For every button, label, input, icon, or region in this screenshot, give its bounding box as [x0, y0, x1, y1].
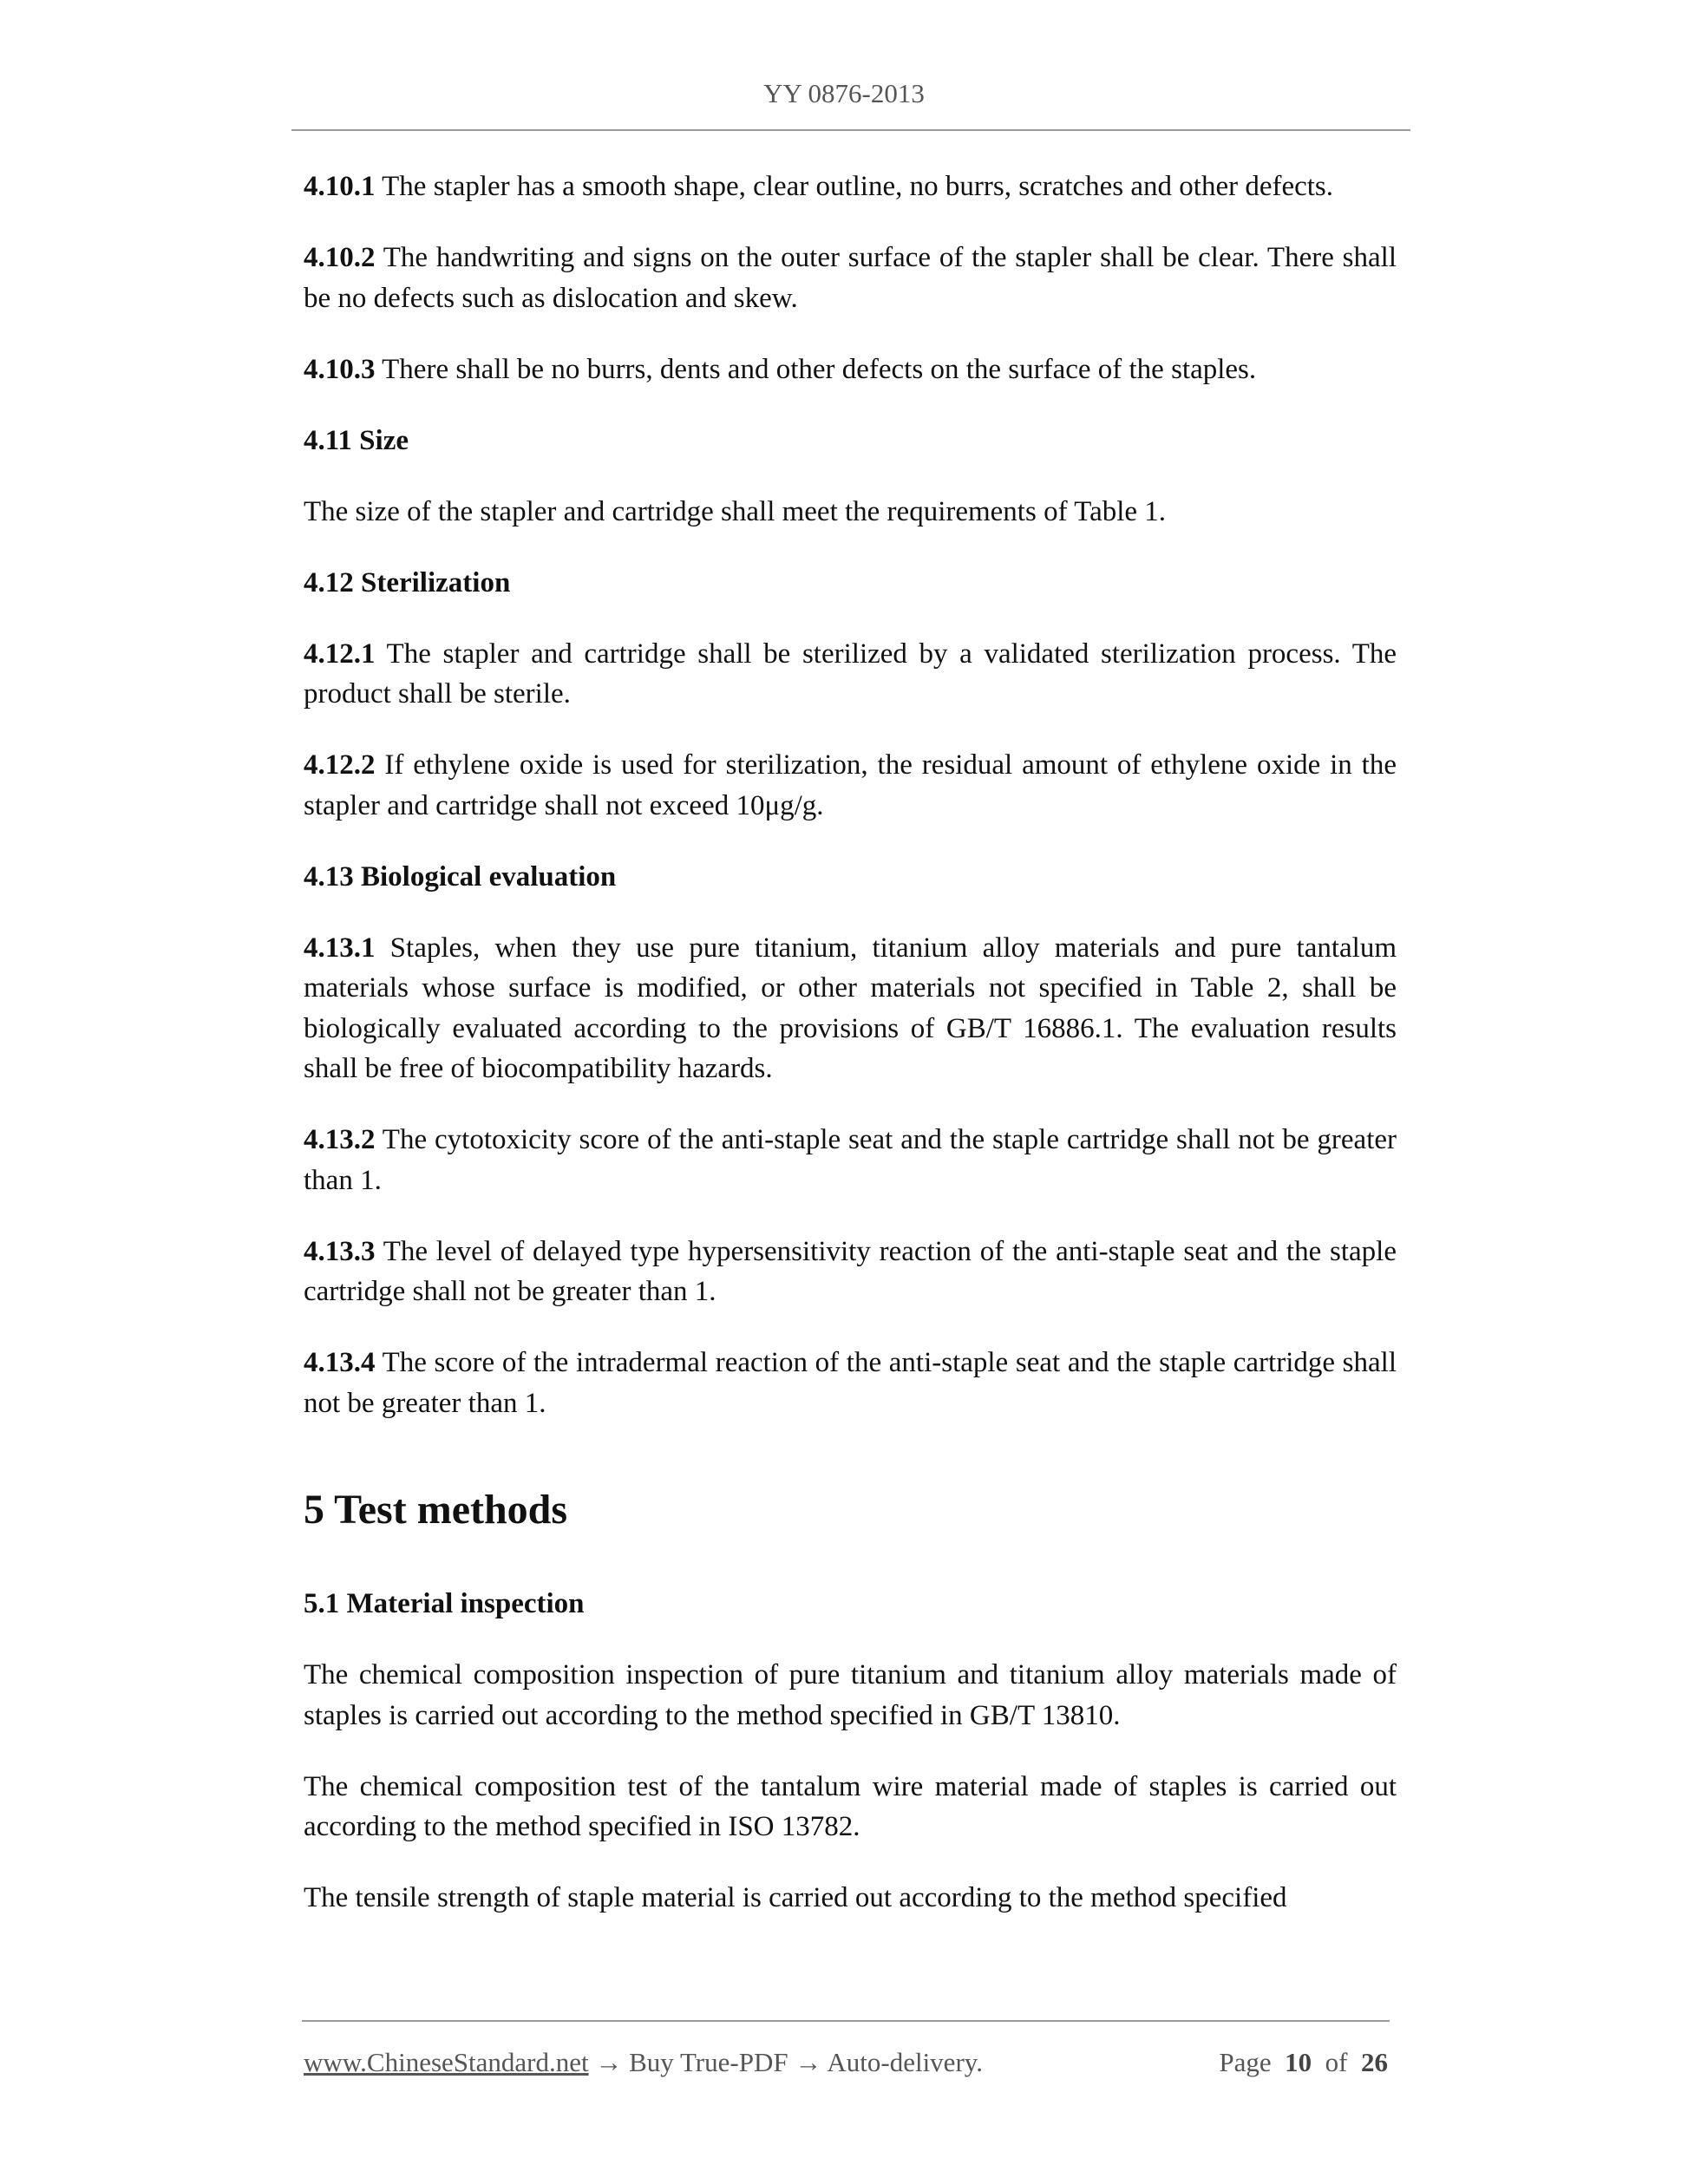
paragraph	[304, 1878, 1397, 1919]
document-body	[304, 167, 1397, 1949]
paragraph	[304, 492, 1397, 533]
footer	[304, 2045, 1388, 2080]
paragraph	[304, 634, 1397, 715]
footer-left	[304, 2045, 983, 2080]
clause-label: 4.13.3	[304, 1235, 376, 1267]
clause-text: The cytotoxicity score of the anti-staple seat and the staple cartridge shall not be greater than 1.	[304, 1124, 1397, 1196]
footer-divider	[302, 2020, 1390, 2022]
clause-text: Staples, when they use pure titanium, titanium alloy materials and pure tantalum materials whose surface is modified, or other materials not specified in Table 2, shall be biologically evaluated according to the provisions of GB/T 16886.1. The evaluation results shall be free of biocompatibility hazards.	[304, 932, 1397, 1084]
clause-label: 4.12.2	[304, 749, 376, 781]
paragraph	[304, 350, 1397, 390]
site-link[interactable]: www.ChineseStandard.net	[304, 2047, 589, 2077]
paragraph	[304, 1343, 1397, 1423]
running-header: YY 0876-2013	[763, 78, 925, 108]
paragraph	[304, 238, 1397, 318]
clause-text: The stapler has a smooth shape, clear outline, no burrs, scratches and other defects.	[375, 171, 1334, 202]
clause-text: The stapler and cartridge shall be sterilized by a validated sterilization process. The product shall be sterile.	[304, 638, 1397, 709]
footer-tagline: → Buy True-PDF → Auto-delivery.	[588, 2047, 983, 2077]
clause-text: The score of the intradermal reaction of the anti-staple seat and the staple cartridge shall not be greater than 1.	[304, 1347, 1397, 1419]
paragraph	[304, 745, 1397, 826]
subsection-heading	[304, 857, 1397, 898]
header-divider	[291, 129, 1410, 131]
subsection-heading	[304, 563, 1397, 604]
clause-label: 4.10.1	[304, 171, 376, 202]
clause-text: The chemical composition inspection of pure titanium and titanium alloy materials made of staples is carried out according to the method specified in GB/T 13810.	[304, 1659, 1397, 1731]
paragraph	[304, 928, 1397, 1089]
clause-label: 4.13 Biological evaluation	[304, 860, 617, 893]
clause-text: The chemical composition test of the tantalum wire material made of staples is carried out according to the method specified in ISO 13782.	[304, 1770, 1397, 1842]
clause-label: 4.10.2	[304, 242, 376, 273]
clause-label: 4.13.1	[304, 932, 376, 964]
clause-label: 4.12.1	[304, 638, 376, 670]
clause-label: 4.13.2	[304, 1124, 376, 1155]
clause-label: 5 Test methods	[304, 1487, 568, 1533]
clause-text: The handwriting and signs on the outer surface of the stapler shall be clear. There shall be no defects such as dislocation and skew.	[304, 242, 1397, 314]
paragraph	[304, 1655, 1397, 1736]
section-heading	[304, 1484, 1397, 1536]
clause-text: The tensile strength of staple material is carried out according to the method specified	[304, 1882, 1287, 1913]
paragraph	[304, 1767, 1397, 1847]
page-number: Page 10 of 26	[1219, 2047, 1388, 2077]
clause-text: If ethylene oxide is used for sterilization, the residual amount of ethylene oxide in the stapler and cartridge shall not exceed 10μg/g.	[304, 749, 1397, 821]
paragraph	[304, 1232, 1397, 1312]
clause-text: The level of delayed type hypersensitivity reaction of the anti-staple seat and the staple cartridge shall not be greater than 1.	[304, 1235, 1397, 1307]
subsection-heading	[304, 421, 1397, 461]
clause-label: 4.13.4	[304, 1347, 376, 1378]
clause-label: 4.11 Size	[304, 424, 409, 456]
paragraph	[304, 167, 1397, 207]
clause-label: 4.10.3	[304, 353, 376, 385]
clause-label: 4.12 Sterilization	[304, 566, 511, 598]
paragraph	[304, 1120, 1397, 1200]
clause-text: There shall be no burrs, dents and other defects on the surface of the staples.	[375, 353, 1257, 385]
clause-label: 5.1 Material inspection	[304, 1588, 585, 1619]
clause-text: The size of the stapler and cartridge shall meet the requirements of Table 1.	[304, 495, 1167, 527]
subsection-heading	[304, 1584, 1397, 1625]
